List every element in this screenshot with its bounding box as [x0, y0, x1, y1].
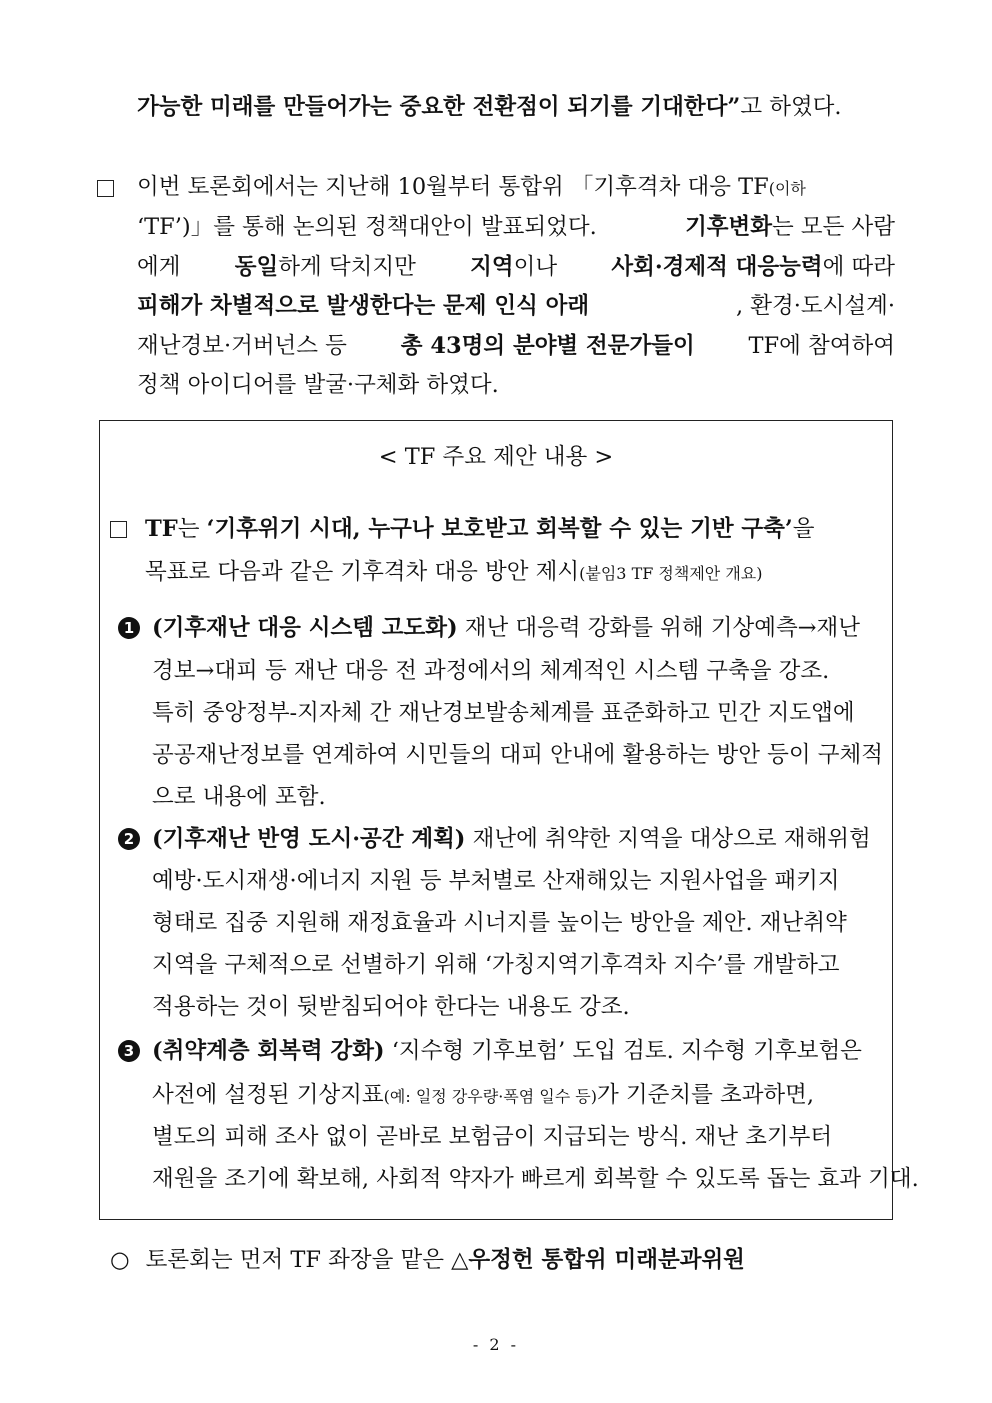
section1-text-3e: 이나: [513, 254, 558, 280]
section1-text-2a: ‘TF’)」를 통해 논의된 정책대안이 발표되었다.: [137, 214, 597, 240]
item3-line2: [152, 1080, 814, 1112]
item2-line2: 예방·도시재생·에너지 지원 등 부처별로 산재해있는 지원사업을 패키지: [152, 868, 840, 894]
section1-text-3g: 에 따라: [822, 254, 895, 280]
item1-line4: 공공재난정보를 연계하여 시민들의 대피 안내에 활용하는 방안 등이 구체적: [152, 742, 884, 768]
proposal-lead-b: 는: [177, 516, 200, 542]
item3-text-2a: 사전에 설정된 기상지표: [152, 1082, 384, 1108]
intro-line: [137, 92, 842, 122]
item2-line5: 적용하는 것이 뒷받침되어야 한다는 내용도 강조.: [152, 994, 630, 1020]
section1-line6: [137, 370, 499, 400]
item1-heading: (기후재난 대응 시스템 고도화): [152, 615, 458, 641]
section1-line3: [137, 252, 895, 282]
item1-line2: 경보→대피 등 재난 대응 전 과정에서의 체계적인 시스템 구축을 강조.: [152, 658, 830, 684]
section1-text-4b: , 환경·도시설계·: [735, 293, 895, 319]
bullet-icon: ○: [110, 1247, 130, 1273]
proposal-lead-a: TF: [145, 516, 178, 542]
section1-line2: [137, 212, 895, 242]
section1-line4: [137, 291, 895, 321]
section1-text-3a: 에게: [137, 254, 181, 280]
bottom-text-a: 토론회는 먼저 TF 좌장을 맡은: [145, 1247, 444, 1273]
item1-line3: 특히 중앙정부-지자체 간 재난경보발송체계를 표준화하고 민간 지도앱에: [152, 700, 855, 726]
section1-line5: [137, 331, 895, 361]
proposal-lead-c: ‘기후위기 시대, 누구나 보호받고 회복할 수 있는 기반 구축’: [206, 516, 793, 542]
item2-line1: [152, 824, 871, 854]
item2-line3: 형태로 집중 지원해 재정효율과 시너지를 높이는 방안을 제안. 재난취약: [152, 910, 847, 936]
proposal-lead-line1: [145, 514, 814, 544]
item2-heading: (기후재난 반영 도시·공간 계획): [152, 826, 466, 852]
section1-text-3b: 동일: [234, 254, 279, 280]
section1-text-3d: 지역: [470, 254, 514, 280]
item3-number-icon: 3: [118, 1040, 140, 1062]
item3-line3: 별도의 피해 조사 없이 곧바로 보험금이 지급되는 방식. 재난 초기부터: [152, 1124, 833, 1150]
section1-text-3f: 사회·경제적 대응능력: [611, 254, 823, 280]
section1-line1: [137, 172, 806, 204]
quote-tail: 가능한 미래를 만들어가는 중요한 전환점이 되기를 기대한다”: [137, 94, 741, 120]
proposal-lead2-b: (붙임3 TF 정책제안 개요): [579, 564, 763, 583]
bottom-text-b: △우정헌 통합위 미래분과위원: [451, 1247, 745, 1273]
section1-text-5c: TF에 참여하여: [748, 333, 895, 359]
bottom-line: [110, 1245, 745, 1275]
item1-line1: [152, 613, 860, 643]
item3-line1: [152, 1036, 862, 1066]
item3-text-1: ‘지수형 기후보험’ 도입 검토. 지수형 기후보험은: [391, 1038, 862, 1064]
item2-line4: 지역을 구체적으로 선별하기 위해 ‘가칭지역기후격차 지수’를 개발하고: [152, 952, 840, 978]
item1-line5: 으로 내용에 포함.: [152, 784, 326, 810]
item3-heading: (취약계층 회복력 강화): [152, 1038, 385, 1064]
section1-text-2c: 는 모든 사람: [772, 214, 895, 240]
section1-text-4a: 피해가 차별적으로 발생한다는 문제 인식 아래: [137, 293, 590, 319]
proposal-lead2-a: 목표로 다음과 같은 기후격차 대응 방안 제시: [145, 559, 580, 585]
proposal-lead-line2: [145, 557, 763, 589]
proposal-title: < TF 주요 제안 내용 >: [378, 444, 614, 470]
item3-text-2b: (예: 일정 강우량·폭염 일수 등): [383, 1087, 597, 1106]
item3-text-2c: 가 기준치를 초과하면,: [596, 1082, 815, 1108]
item1-text-1: 재난 대응력 강화를 위해 기상예측→재난: [464, 615, 861, 641]
proposal-lead-d: 을: [792, 516, 815, 542]
section1-text-1b: (이하: [768, 179, 806, 198]
section-checkbox: [97, 180, 114, 197]
quote-closing: 고 하였다.: [740, 94, 842, 120]
section1-text-5b: 총 43명의 분야별 전문가들이: [400, 333, 695, 359]
section1-text-2b: 기후변화: [685, 214, 773, 240]
item3-line4: 재원을 조기에 확보해, 사회적 약자가 빠르게 회복할 수 있도록 돕는 효과 기대.: [152, 1166, 919, 1192]
page-number: - 2 -: [472, 1335, 520, 1354]
section1-text-1a: 이번 토론회에서는 지난해 10월부터 통합위 「기후격차 대응 TF: [137, 174, 769, 200]
proposal-checkbox: [110, 521, 127, 538]
section1-text-3c: 하게 닥치지만: [278, 254, 416, 280]
item2-number-icon: 2: [118, 828, 140, 850]
section1-text-5a: 재난경보·거버넌스 등: [137, 333, 347, 359]
section1-text-6: 정책 아이디어를 발굴·구체화 하였다.: [137, 372, 499, 398]
item1-number-icon: 1: [118, 617, 140, 639]
item2-text-1: 재난에 취약한 지역을 대상으로 재해위험: [472, 826, 871, 852]
